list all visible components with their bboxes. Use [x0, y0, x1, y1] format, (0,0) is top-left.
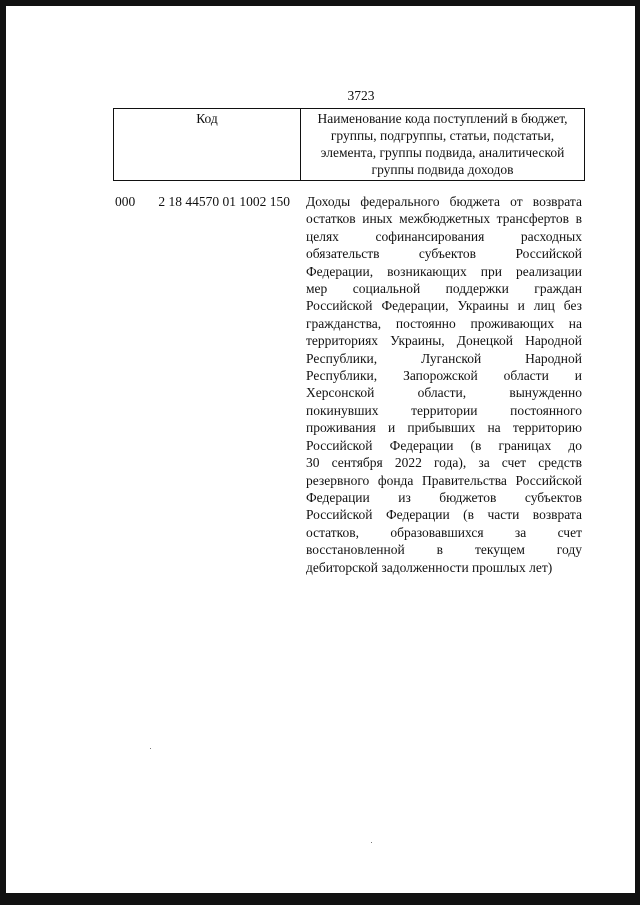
description-line: Федерации из бюджетов субъектов	[306, 489, 582, 505]
scan-border-top	[0, 0, 640, 6]
description-line: 30 сентября 2022 года), за счет средств	[306, 455, 582, 471]
description-line: резервного фонда Правительства Российской	[306, 472, 582, 488]
description-line: обязательств субъектов Российской	[306, 246, 582, 262]
header-name-cell: Наименование кода поступлений в бюджет, группы, подгруппы, статьи, подстатьи, элемента, группы подвида, аналитической группы подвида доходов	[301, 109, 585, 181]
admin-code: 000	[115, 194, 136, 209]
description-line: Республики, Запорожской области и	[306, 368, 582, 384]
description-line: мер социальной поддержки граждан	[306, 281, 582, 297]
header-row	[114, 109, 585, 181]
scan-border-bottom	[0, 893, 640, 905]
description-line: восстановленной в текущем году	[306, 542, 582, 558]
description-line: Федерации, возникающих при реализации	[306, 263, 582, 279]
scan-border-right	[635, 0, 640, 905]
revenue-code: 2 18 44570 01 1002 150	[158, 194, 290, 209]
description-line: гражданства, постоянно проживающих на	[306, 315, 582, 331]
description-line: Республики, Луганской Народной	[306, 350, 582, 366]
page-number: 3723	[347, 88, 375, 103]
description-line: целях софинансирования расходных	[306, 228, 582, 244]
description-line: проживания и прибывших на территорию	[306, 420, 582, 436]
description-line: остатков иных межбюджетных трансфертов в	[306, 211, 582, 227]
header-code-cell: Код	[114, 109, 301, 181]
description-line: Херсонской области, вынужденно	[306, 385, 582, 401]
description-line: Российской Федерации, Украины и лиц без	[306, 298, 582, 314]
description-line: покинувших территории постоянного	[306, 402, 582, 418]
description-line: территориях Украины, Донецкой Народной	[306, 333, 582, 349]
revenue-description	[306, 193, 582, 576]
description-line: Доходы федерального бюджета от возврата	[306, 194, 582, 209]
description-line: Российской Федерации (в части возврата	[306, 507, 582, 523]
description-line: остатков, образовавшихся за счет	[306, 524, 582, 540]
classification-header-table	[113, 108, 585, 181]
scan-speck	[371, 842, 372, 843]
scan-border-left	[0, 0, 6, 905]
revenue-row-codes	[115, 193, 290, 210]
description-line-last: дебиторской задолженности прошлых лет)	[306, 559, 553, 575]
scan-speck	[150, 748, 151, 749]
description-line: Российской Федерации (в границах до	[306, 437, 582, 453]
